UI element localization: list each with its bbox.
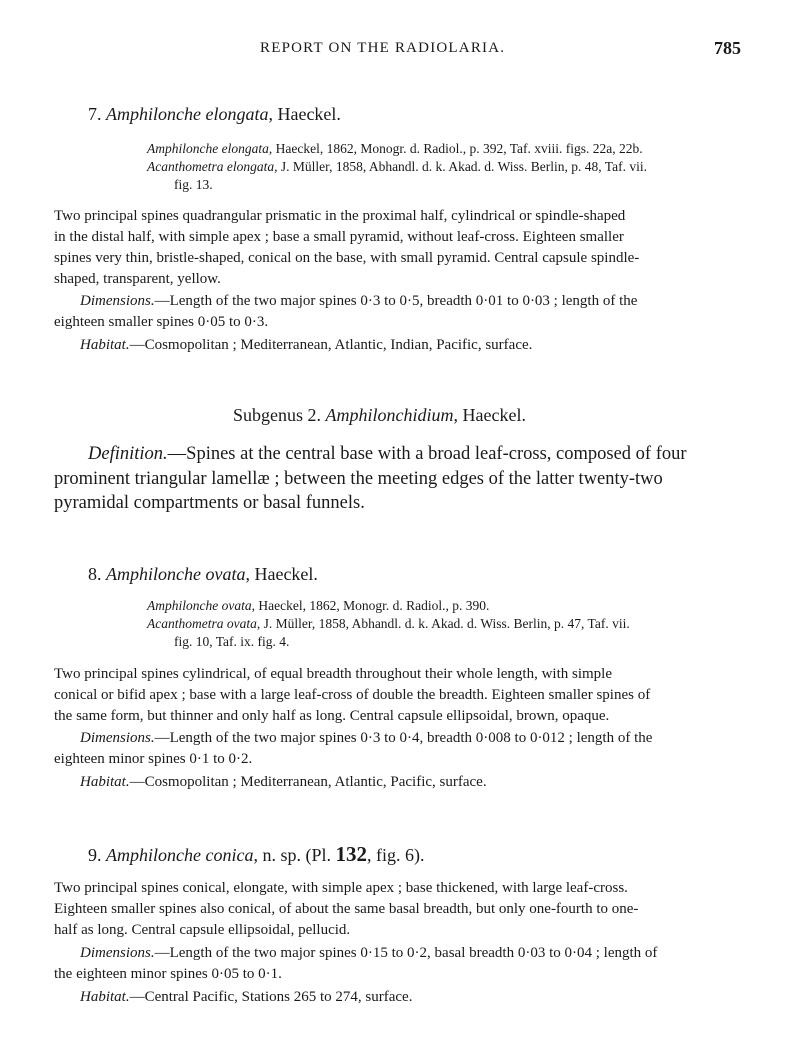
species-9-after-name: , n. sp. (Pl.	[253, 845, 336, 865]
synonym-name: Acanthometra elongata	[147, 159, 275, 174]
habitat-label: Habitat.	[80, 337, 130, 353]
species-9-number: 9.	[88, 845, 102, 865]
definition-line-1	[88, 444, 687, 465]
dimensions-label: Dimensions.	[80, 293, 155, 309]
definition-text: —Spines at the central base with a broad leaf-cross, composed of four	[167, 444, 687, 464]
species-7-synonym-2-cont: fig. 13.	[174, 177, 213, 192]
species-7-dimensions-cont: eighteen smaller spines 0·05 to 0·3.	[54, 314, 269, 330]
habitat-label: Habitat.	[80, 989, 130, 1005]
species-8-synonym-1	[147, 598, 489, 614]
species-7-dimensions	[80, 293, 637, 310]
synonym-citation: , Haeckel, 1862, Monogr. d. Radiol., p. 392, Taf. xviii. figs. 22a, 22b.	[268, 141, 643, 156]
species-7-number: 7.	[88, 104, 102, 124]
species-9-dimensions-cont: the eighteen minor spines 0·05 to 0·1.	[54, 966, 282, 982]
species-9-name: Amphilonche conica	[106, 845, 254, 865]
species-9-habitat	[80, 989, 412, 1006]
subgenus-name: Amphilonchidium	[325, 405, 454, 425]
subgenus-prefix: Subgenus 2.	[233, 405, 326, 425]
subgenus-author: , Haeckel.	[453, 405, 526, 425]
habitat-text: —Central Pacific, Stations 265 to 274, surface.	[129, 989, 413, 1005]
synonym-citation: , Haeckel, 1862, Monogr. d. Radiol., p. 390.	[251, 598, 490, 613]
synonym-name: Amphilonche elongata	[147, 141, 269, 156]
synonym-citation: , J. Müller, 1858, Abhandl. d. k. Akad. d. Wiss. Berlin, p. 47, Taf. vii.	[256, 616, 630, 631]
species-7-synonym-1	[147, 141, 643, 157]
page-number: 785	[714, 38, 741, 58]
dimensions-text: —Length of the two major spines 0·3 to 0·5, breadth 0·01 to 0·03 ; length of the	[154, 293, 638, 309]
species-9-description-line: Two principal spines conical, elongate, with simple apex ; base thickened, with large leaf-cross.	[54, 880, 628, 896]
definition-label: Definition.	[88, 444, 168, 464]
dimensions-text: —Length of the two major spines 0·3 to 0·4, breadth 0·008 to 0·012 ; length of the	[154, 730, 653, 746]
species-7-description-line: shaped, transparent, yellow.	[54, 271, 221, 287]
species-8-heading	[88, 564, 318, 585]
habitat-label: Habitat.	[80, 774, 130, 790]
synonym-name: Amphilonche ovata	[147, 598, 252, 613]
habitat-text: —Cosmopolitan ; Mediterranean, Atlantic, Pacific, surface.	[129, 774, 487, 790]
species-8-dimensions-cont: eighteen minor spines 0·1 to 0·2.	[54, 751, 253, 767]
definition-line-2: prominent triangular lamellæ ; between the meeting edges of the latter twenty-two	[54, 469, 663, 489]
species-9-plate-number: 132	[335, 842, 367, 866]
dimensions-label: Dimensions.	[80, 730, 155, 746]
species-9-dimensions	[80, 945, 657, 962]
species-7-description-line: Two principal spines quadrangular prismatic in the proximal half, cylindrical or spindle-shaped	[54, 208, 626, 224]
species-8-description-line: conical or bifid apex ; base with a large leaf-cross of double the breadth. Eighteen smaller spines of	[54, 687, 651, 703]
species-7-description-line: in the distal half, with simple apex ; base a small pyramid, without leaf-cross. Eighteen smaller	[54, 229, 624, 245]
species-7-description-line: spines very thin, bristle-shaped, conical on the base, with small pyramid. Central capsule spindle-	[54, 250, 640, 266]
species-7-author: , Haeckel.	[268, 104, 341, 124]
species-7-heading	[88, 104, 341, 125]
species-8-number: 8.	[88, 564, 102, 584]
species-9-heading	[88, 842, 424, 867]
species-8-synonym-2-cont: fig. 10, Taf. ix. fig. 4.	[174, 634, 290, 649]
species-8-description-line: Two principal spines cylindrical, of equal breadth throughout their whole length, with simple	[54, 666, 612, 682]
dimensions-text: —Length of the two major spines 0·15 to 0·2, basal breadth 0·03 to 0·04 ; length of	[154, 945, 658, 961]
habitat-text: —Cosmopolitan ; Mediterranean, Atlantic, Indian, Pacific, surface.	[129, 337, 533, 353]
species-9-description-line: Eighteen smaller spines also conical, of about the same basal breadth, but only one-fourth to one-	[54, 901, 639, 917]
species-7-name: Amphilonche elongata	[106, 104, 269, 124]
synonym-name: Acanthometra ovata	[147, 616, 257, 631]
species-8-name: Amphilonche ovata	[106, 564, 246, 584]
species-8-habitat	[80, 774, 487, 791]
species-8-author: , Haeckel.	[245, 564, 318, 584]
running-title: REPORT ON THE RADIOLARIA.	[260, 40, 506, 56]
definition-line-3: pyramidal compartments or basal funnels.	[54, 493, 365, 513]
species-9-figure: , fig. 6).	[366, 845, 425, 865]
species-8-dimensions	[80, 730, 652, 747]
dimensions-label: Dimensions.	[80, 945, 155, 961]
species-7-habitat	[80, 337, 532, 354]
species-9-description-line: half as long. Central capsule ellipsoidal, pellucid.	[54, 922, 351, 938]
subgenus-heading	[233, 405, 526, 426]
species-7-synonym-2	[147, 159, 647, 175]
species-8-description-line: the same form, but thinner and only half as long. Central capsule ellipsoidal, brown, opaque.	[54, 708, 610, 724]
synonym-citation: , J. Müller, 1858, Abhandl. d. k. Akad. d. Wiss. Berlin, p. 48, Taf. vii.	[274, 159, 647, 174]
species-8-synonym-2	[147, 616, 630, 632]
